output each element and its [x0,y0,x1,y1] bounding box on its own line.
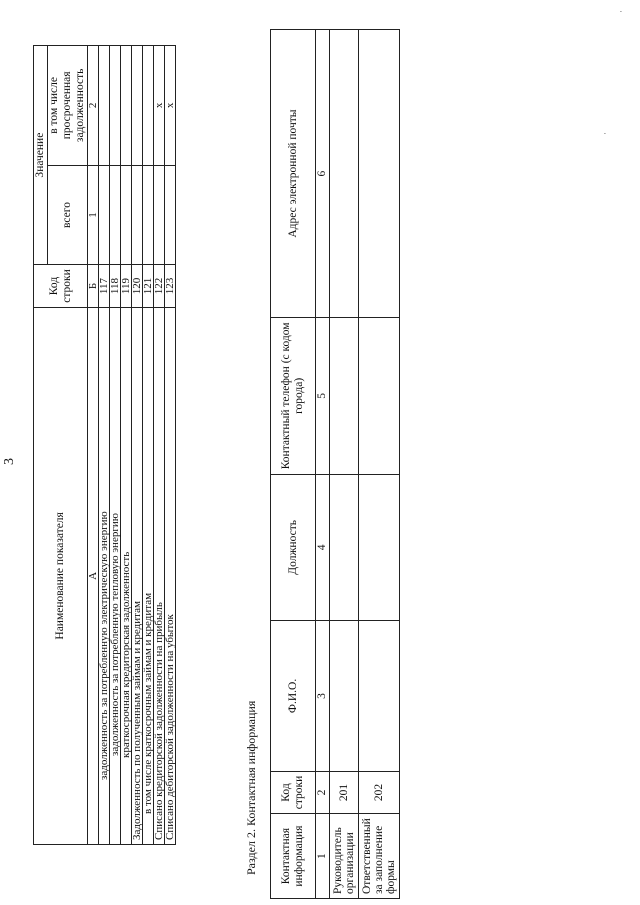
table-row [330,30,359,899]
col-id-1: 1 [316,814,330,899]
header-total: всего [48,165,88,265]
col-id-b: Б [88,265,99,308]
col-id-2: 2 [316,771,330,814]
row-overdue [143,46,154,166]
contact-full-name [359,621,400,772]
contact-code: 201 [330,771,359,814]
header-email: Адрес электронной почты [271,30,316,318]
contact-email [330,30,359,318]
table-row [154,46,165,845]
row-total [121,165,132,265]
header-phone: Контактный телефон (с кодом города) [271,318,316,474]
header-row-code: Код строки [271,771,316,814]
row-code: 122 [154,265,165,308]
header-overdue: в том числе просроченная задолженность [48,46,88,166]
contact-phone [359,318,400,474]
contact-position [330,474,359,621]
table-row [110,46,121,845]
row-code: 121 [143,265,154,308]
contact-position [359,474,400,621]
col-id-a: А [88,307,99,844]
row-overdue: x [165,46,176,166]
row-code: 123 [165,265,176,308]
table-row [121,46,132,845]
table-row [99,46,110,845]
header-position: Должность [271,474,316,621]
row-total [154,165,165,265]
col-id-6: 6 [316,30,330,318]
col-id-5: 5 [316,318,330,474]
row-code: 120 [132,265,143,308]
scan-mark: · [616,10,626,13]
table-row [165,46,176,845]
row-name: Списано дебиторской задолженности на убыток [165,307,176,844]
contact-phone [330,318,359,474]
header-row-code: Код строки [34,265,88,308]
table-row [132,46,143,845]
row-overdue [110,46,121,166]
scan-mark: · [600,132,610,135]
row-name: в том числе краткосрочным займам и кредитам [143,307,154,844]
row-total [165,165,176,265]
row-total [143,165,154,265]
row-overdue [121,46,132,166]
row-name: задолженность за потребленную электрическую энергию [99,307,110,844]
row-total [132,165,143,265]
row-name: Списано кредиторской задолженности на прибыль [154,307,165,844]
row-code: 118 [110,265,121,308]
table-row [359,30,400,899]
row-total [110,165,121,265]
indicators-table [33,45,176,845]
contact-label: Ответственный за заполнение формы [359,814,400,899]
contact-email [359,30,400,318]
row-name: Задолженность по полученным займам и кредитам [132,307,143,844]
col-id-1: 1 [88,165,99,265]
table-row [143,46,154,845]
row-overdue [99,46,110,166]
header-full-name: Ф.И.О. [271,621,316,772]
contact-full-name [330,621,359,772]
contact-label: Руководитель организации [330,814,359,899]
row-code: 119 [121,265,132,308]
row-overdue [132,46,143,166]
col-id-2: 2 [88,46,99,166]
row-overdue: x [154,46,165,166]
contact-table [270,29,400,899]
header-contact-info: Контактная информация [271,814,316,899]
contact-code: 202 [359,771,400,814]
col-id-3: 3 [316,621,330,772]
row-name: краткосрочная кредиторская задолженность [121,307,132,844]
row-total [99,165,110,265]
col-id-4: 4 [316,474,330,621]
page-number: 3 [2,458,17,465]
header-indicator-name: Наименование показателя [34,307,88,844]
section-2-title: Раздел 2. Контактная информация [244,700,258,875]
header-value: Значение [34,46,48,265]
row-code: 117 [99,265,110,308]
row-name: задолженность за потребленную тепловую энергию [110,307,121,844]
